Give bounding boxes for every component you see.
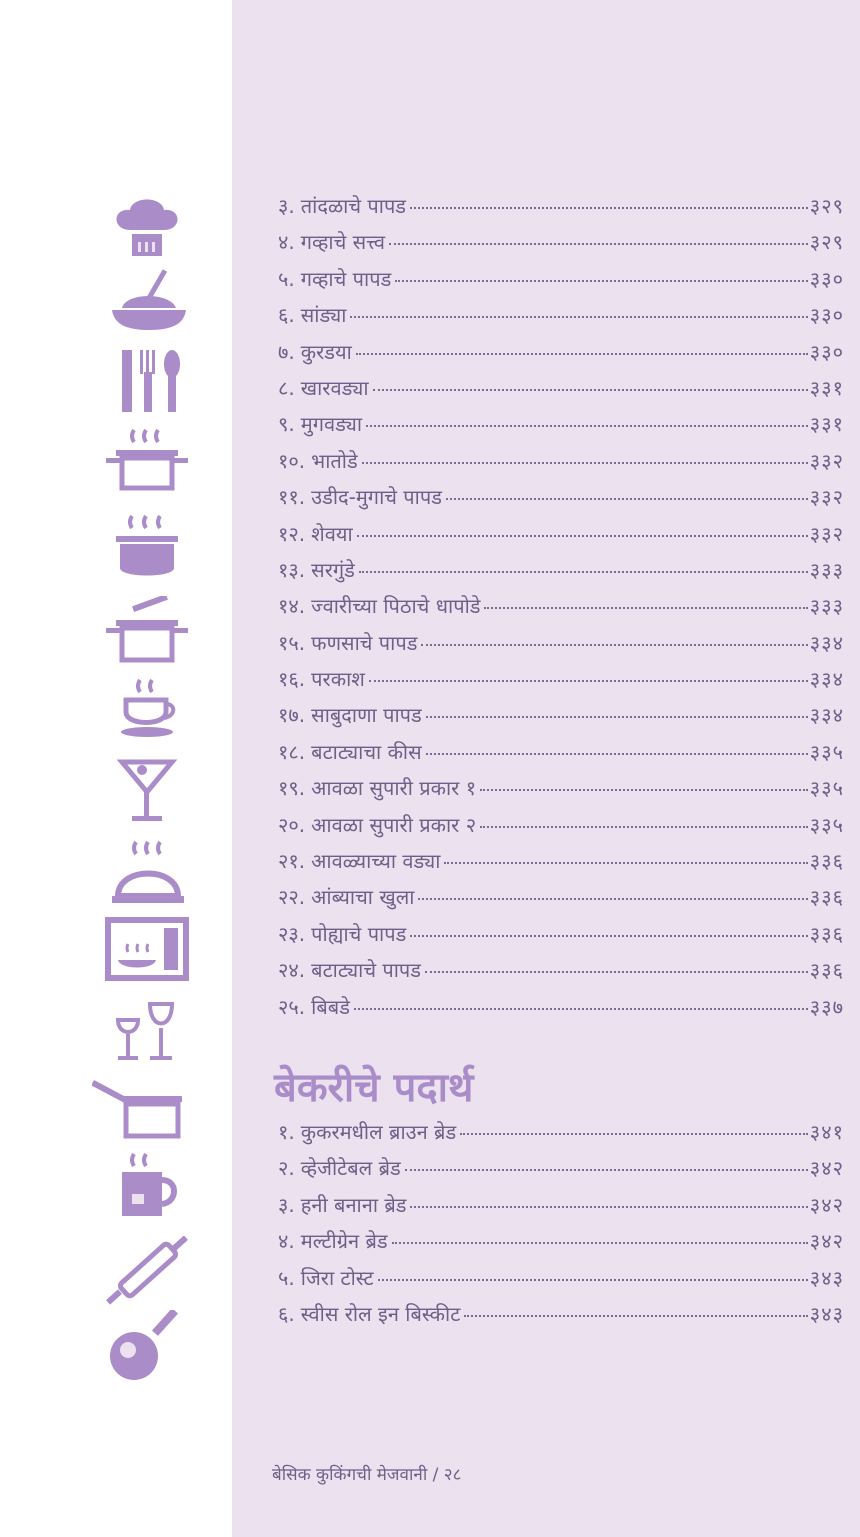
entry-number: १७. [278, 703, 306, 728]
entry-title: शेवया [311, 521, 353, 546]
leader-dots [410, 206, 808, 209]
entry-page-number: ३३० [809, 266, 844, 291]
entry-number: ६. [278, 1301, 295, 1326]
entry-title: आवळ्याच्या वड्या [311, 849, 441, 874]
entry-number: २३. [278, 921, 306, 946]
entry-number: ३. [278, 1192, 295, 1217]
entry-title: बटाट्याचा कीस [311, 739, 422, 764]
leader-dots [480, 825, 808, 828]
pressure-cooker-icon [92, 596, 202, 668]
leader-dots [354, 1007, 808, 1010]
entry-number: २४. [278, 958, 306, 983]
pot-icon [92, 424, 202, 496]
leader-dots [425, 970, 808, 973]
section-heading: बेकरीचे पदार्थ [274, 1065, 474, 1111]
entry-page-number: ३३६ [809, 921, 844, 946]
leader-dots [426, 715, 808, 718]
entry-title: मुगवड्या [300, 412, 363, 437]
entry-number: ४. [278, 1229, 295, 1254]
toc-entry[interactable] [278, 920, 844, 956]
leader-dots [421, 643, 807, 646]
chef-hat-icon [92, 190, 202, 262]
wine-glasses-icon [92, 996, 202, 1068]
entry-number: ९. [278, 412, 295, 437]
entry-number: १२. [278, 521, 306, 546]
toc-entry[interactable] [278, 1118, 844, 1154]
entry-page-number: ३३४ [809, 703, 844, 728]
rice-bowl-icon [92, 262, 202, 334]
toc-entry[interactable] [278, 301, 844, 337]
entry-page-number: ३३६ [809, 885, 844, 910]
entry-number: १४. [278, 594, 306, 619]
microwave-icon [92, 914, 202, 986]
leader-dots [405, 1168, 808, 1171]
leader-dots [366, 424, 808, 427]
entry-title: सांड्या [300, 303, 347, 328]
saucepan-icon [92, 1074, 202, 1146]
entry-page-number: ३३५ [809, 776, 844, 801]
entry-page-number: ३३४ [809, 667, 844, 692]
entry-number: ११. [278, 485, 306, 510]
leader-dots [426, 752, 808, 755]
entry-page-number: ३३६ [809, 849, 844, 874]
entry-page-number: ३४२ [809, 1192, 844, 1217]
entry-page-number: ३३२ [809, 521, 844, 546]
entry-page-number: ३४२ [809, 1156, 844, 1181]
leader-dots [464, 1314, 808, 1317]
leader-dots [480, 788, 808, 791]
entry-page-number: ३३५ [809, 812, 844, 837]
leader-dots [395, 279, 808, 282]
entry-title: सरगुंडे [311, 557, 355, 582]
leader-dots [410, 934, 808, 937]
rolling-pin-icon [92, 1236, 202, 1308]
entry-title: हनी बनाना ब्रेड [300, 1192, 407, 1217]
entry-page-number: ३३५ [809, 739, 844, 764]
entry-title: आंब्याचा खुला [311, 885, 415, 910]
leader-dots [444, 861, 807, 864]
entry-title: आवळा सुपारी प्रकार २ [311, 812, 477, 837]
decorative-icon-column [92, 0, 202, 1537]
toc-entry[interactable] [278, 374, 844, 410]
toc-entry[interactable] [278, 883, 844, 919]
leader-dots [357, 534, 808, 537]
toc-entry[interactable] [278, 338, 844, 374]
leader-dots [392, 1241, 808, 1244]
toc-entry[interactable] [278, 592, 844, 628]
entry-number: २. [278, 1156, 295, 1181]
entry-number: २१. [278, 849, 306, 874]
entry-number: १०. [278, 448, 306, 473]
entry-page-number: ३३२ [809, 485, 844, 510]
entry-title: साबुदाणा पापड [311, 703, 422, 728]
cutlery-icon [92, 344, 202, 416]
entry-title: कुकरमधील ब्राउन ब्रेड [300, 1120, 457, 1144]
hot-mug-icon [92, 1150, 202, 1222]
toc-entry[interactable] [278, 1191, 844, 1227]
toc-entry[interactable] [278, 1154, 844, 1190]
leader-dots [418, 897, 807, 900]
entry-title: खारवड्या [300, 375, 369, 400]
toc-entry[interactable] [278, 520, 844, 556]
toc-entry[interactable] [278, 811, 844, 847]
entry-number: ३. [278, 194, 295, 218]
entry-title: फणसाचे पापड [311, 630, 418, 655]
entry-number: २५. [278, 994, 306, 1019]
entry-page-number: ३३३ [809, 594, 844, 619]
toc-entry[interactable] [278, 228, 844, 264]
toc-entry[interactable] [278, 774, 844, 810]
leader-dots [446, 497, 808, 500]
entry-number: १८. [278, 739, 306, 764]
entry-page-number: ३३१ [809, 412, 844, 437]
entry-title: गव्हाचे पापड [300, 266, 392, 291]
entry-title: तांदळाचे पापड [300, 194, 407, 218]
toc-entry[interactable] [278, 1227, 844, 1263]
entry-page-number: ३३२ [809, 448, 844, 473]
entry-page-number: ३३० [809, 303, 844, 328]
toc-entry[interactable] [278, 993, 844, 1029]
entry-number: १. [278, 1120, 295, 1144]
entry-title: आवळा सुपारी प्रकार १ [311, 776, 477, 801]
leader-dots [362, 461, 808, 464]
toc-entry[interactable] [278, 265, 844, 301]
toc-entry[interactable] [278, 447, 844, 483]
toc-entry[interactable] [278, 1264, 844, 1300]
entry-title: कुरडया [300, 339, 352, 364]
toc-entry[interactable] [278, 665, 844, 701]
entry-title: पोह्याचे पापड [311, 921, 407, 946]
leader-dots [389, 242, 808, 245]
entry-title: परकाश [311, 667, 365, 692]
entry-number: १५. [278, 630, 306, 655]
entry-page-number: ३३७ [809, 994, 844, 1019]
entry-number: ६. [278, 303, 295, 328]
leader-dots [484, 606, 807, 609]
entry-number: ७. [278, 339, 295, 364]
entry-page-number: ३४२ [809, 1229, 844, 1254]
entry-number: ८. [278, 375, 295, 400]
entry-title: उडीद-मुगाचे पापड [311, 485, 442, 510]
entry-title: बिबडे [311, 994, 350, 1019]
entry-page-number: ३३६ [809, 958, 844, 983]
steaming-bowl-icon [92, 512, 202, 584]
leader-dots [378, 1278, 808, 1281]
entry-page-number: ३४३ [809, 1265, 844, 1290]
entry-page-number: ३४३ [809, 1301, 844, 1326]
entry-number: १६. [278, 667, 306, 692]
entry-number: २०. [278, 812, 306, 837]
toc-entry[interactable] [278, 483, 844, 519]
entry-page-number: ३३० [809, 339, 844, 364]
leader-dots [373, 388, 808, 391]
entry-page-number: ३२९ [809, 194, 844, 218]
entry-page-number: ३३१ [809, 375, 844, 400]
entry-number: ५. [278, 1265, 295, 1290]
entry-page-number: ३३४ [809, 630, 844, 655]
entry-title: गव्हाचे सत्त्व [300, 230, 386, 255]
entry-title: जिरा टोस्ट [300, 1265, 374, 1290]
entry-number: २२. [278, 885, 306, 910]
entry-number: ४. [278, 230, 295, 255]
toc-entry[interactable] [278, 847, 844, 883]
entry-title: स्वीस रोल इन बिस्कीट [300, 1301, 461, 1326]
entry-page-number: ३२९ [809, 230, 844, 255]
toc-entry[interactable] [278, 1300, 844, 1336]
toc-entry[interactable] [278, 629, 844, 665]
toc-entry[interactable] [278, 701, 844, 737]
toc-entry[interactable] [278, 956, 844, 992]
leader-dots [359, 570, 808, 573]
leader-dots [356, 352, 808, 355]
toc-entry[interactable] [278, 192, 844, 228]
entry-title: मल्टीग्रेन ब्रेड [300, 1229, 388, 1254]
entry-title: व्हेजीटेबल ब्रेड [300, 1156, 401, 1181]
toc-list-bakery [278, 1118, 844, 1336]
leader-dots [460, 1132, 808, 1135]
entry-number: १३. [278, 557, 306, 582]
entry-number: ५. [278, 266, 295, 291]
frying-pan-icon [92, 1310, 202, 1382]
entry-title: भातोडे [311, 448, 358, 473]
entry-number: १९. [278, 776, 306, 801]
leader-dots [369, 679, 808, 682]
entry-title: ज्वारीच्या पिठाचे धापोडे [311, 594, 481, 619]
cocktail-glass-icon [92, 752, 202, 824]
toc-list-papad [278, 192, 844, 1029]
cloche-icon [92, 838, 202, 910]
entry-page-number: ३३३ [809, 557, 844, 582]
leader-dots [350, 315, 807, 318]
page-footer: बेसिक कुकिंगची मेजवानी / २८ [272, 1465, 462, 1485]
entry-page-number: ३४१ [809, 1120, 844, 1144]
toc-entry[interactable] [278, 410, 844, 446]
leader-dots [410, 1205, 807, 1208]
tea-cup-icon [92, 672, 202, 744]
toc-entry[interactable] [278, 556, 844, 592]
entry-title: बटाट्याचे पापड [311, 958, 421, 983]
toc-entry[interactable] [278, 738, 844, 774]
